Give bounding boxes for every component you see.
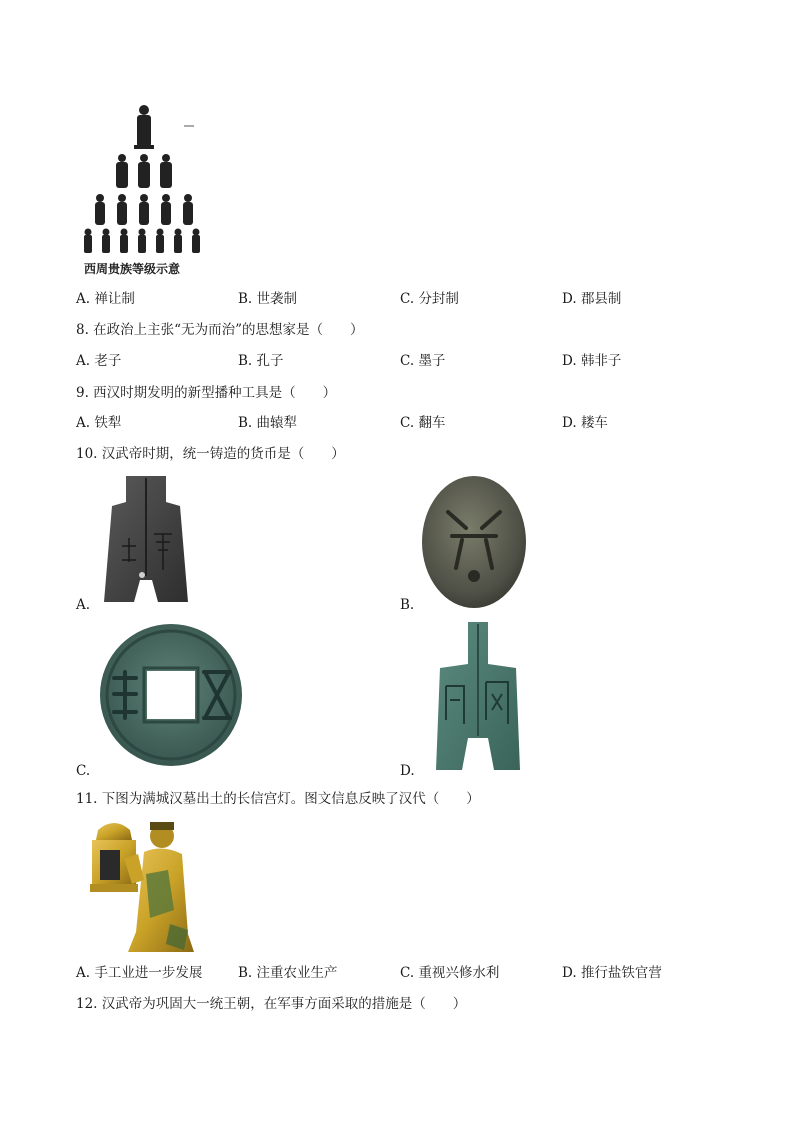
option-letter: C. (400, 965, 415, 981)
option-letter: A. (76, 353, 91, 369)
row-4-figures (84, 229, 200, 254)
q11-option-a[interactable] (76, 964, 202, 982)
q11-option-b[interactable] (238, 964, 338, 982)
option-text: 推行盐铁官营 (580, 965, 662, 981)
q11-option-d[interactable] (562, 964, 662, 982)
row-3-figures (95, 194, 193, 225)
option-letter: A. (76, 415, 91, 431)
option-letter: D. (562, 965, 577, 981)
king-figure (134, 105, 154, 149)
q10-image-c[interactable] (98, 622, 244, 768)
q9-option-c[interactable] (400, 414, 445, 432)
q10-image-d[interactable] (424, 620, 532, 774)
q7-option-b[interactable] (238, 290, 297, 308)
ant-nose-coin-image (418, 470, 530, 612)
option-text: 铁犁 (94, 415, 122, 431)
spade-coin-green-image (424, 620, 532, 774)
q10-option-d[interactable]: D. (400, 763, 415, 779)
row-2-figures (116, 154, 172, 188)
option-letter: D. (562, 415, 577, 431)
option-letter: B. (238, 965, 253, 981)
q10-image-a[interactable] (96, 472, 196, 608)
q7-option-a[interactable] (76, 290, 135, 308)
option-letter: B. (238, 415, 253, 431)
option-letter: B. (238, 353, 253, 369)
q11-option-c[interactable] (400, 964, 499, 982)
q10-option-b[interactable]: B. (400, 597, 415, 613)
q8-stem: 8. 在政治上主张“无为而治”的思想家是（ ） (76, 322, 364, 338)
q9-option-a[interactable] (76, 414, 121, 432)
changxin-lamp-image (84, 814, 208, 956)
option-text: 郡县制 (580, 291, 622, 307)
option-letter: D. (562, 353, 577, 369)
option-text: 分封制 (418, 291, 459, 307)
wuzhu-coin-image (98, 622, 244, 768)
q8-option-a[interactable] (76, 352, 121, 370)
q10-option-c[interactable]: C. (76, 763, 91, 779)
spade-coin-dark-image (96, 472, 196, 608)
option-letter: C. (400, 353, 415, 369)
option-text: 曲辕犁 (256, 415, 298, 431)
q11-stem: 11. 下图为满城汉墓出土的长信宫灯。图文信息反映了汉代（ ） (76, 791, 480, 807)
q7-pyramid-figure (80, 100, 240, 280)
q10-image-b[interactable] (418, 470, 530, 612)
option-text: 禅让制 (94, 291, 135, 307)
option-letter: C. (400, 415, 415, 431)
q8-option-d[interactable] (562, 352, 621, 370)
option-letter: C. (400, 291, 415, 307)
q10-option-a[interactable]: A. (76, 597, 91, 613)
q8-option-c[interactable] (400, 352, 445, 370)
q11-lamp-image (84, 814, 208, 956)
q7-figure-caption: 西周贵族等级示意 (84, 262, 181, 276)
q10-stem: 10. 汉武帝时期，统一铸造的货币是（ ） (76, 446, 345, 462)
q7-option-c[interactable] (400, 290, 459, 308)
option-text: 手工业进一步发展 (94, 965, 203, 981)
option-text: 翻车 (418, 415, 446, 431)
option-letter: A. (76, 291, 91, 307)
option-text: 耧车 (580, 415, 608, 431)
option-text: 孔子 (256, 353, 284, 369)
q8-option-b[interactable] (238, 352, 284, 370)
option-text: 世袭制 (256, 291, 298, 307)
option-letter: A. (76, 965, 91, 981)
q7-option-d[interactable] (562, 290, 621, 308)
option-text: 重视兴修水利 (418, 965, 500, 981)
q9-option-b[interactable] (238, 414, 297, 432)
option-text: 墨子 (418, 353, 446, 369)
q9-option-d[interactable] (562, 414, 608, 432)
option-text: 韩非子 (580, 353, 622, 369)
option-text: 老子 (94, 353, 122, 369)
option-letter: B. (238, 291, 253, 307)
option-text: 注重农业生产 (256, 965, 338, 981)
pyramid-illustration (80, 100, 240, 280)
q12-stem: 12. 汉武帝为巩固大一统王朝，在军事方面采取的措施是（ ） (76, 996, 467, 1012)
q9-stem: 9. 西汉时期发明的新型播种工具是（ ） (76, 385, 337, 401)
option-letter: D. (562, 291, 577, 307)
